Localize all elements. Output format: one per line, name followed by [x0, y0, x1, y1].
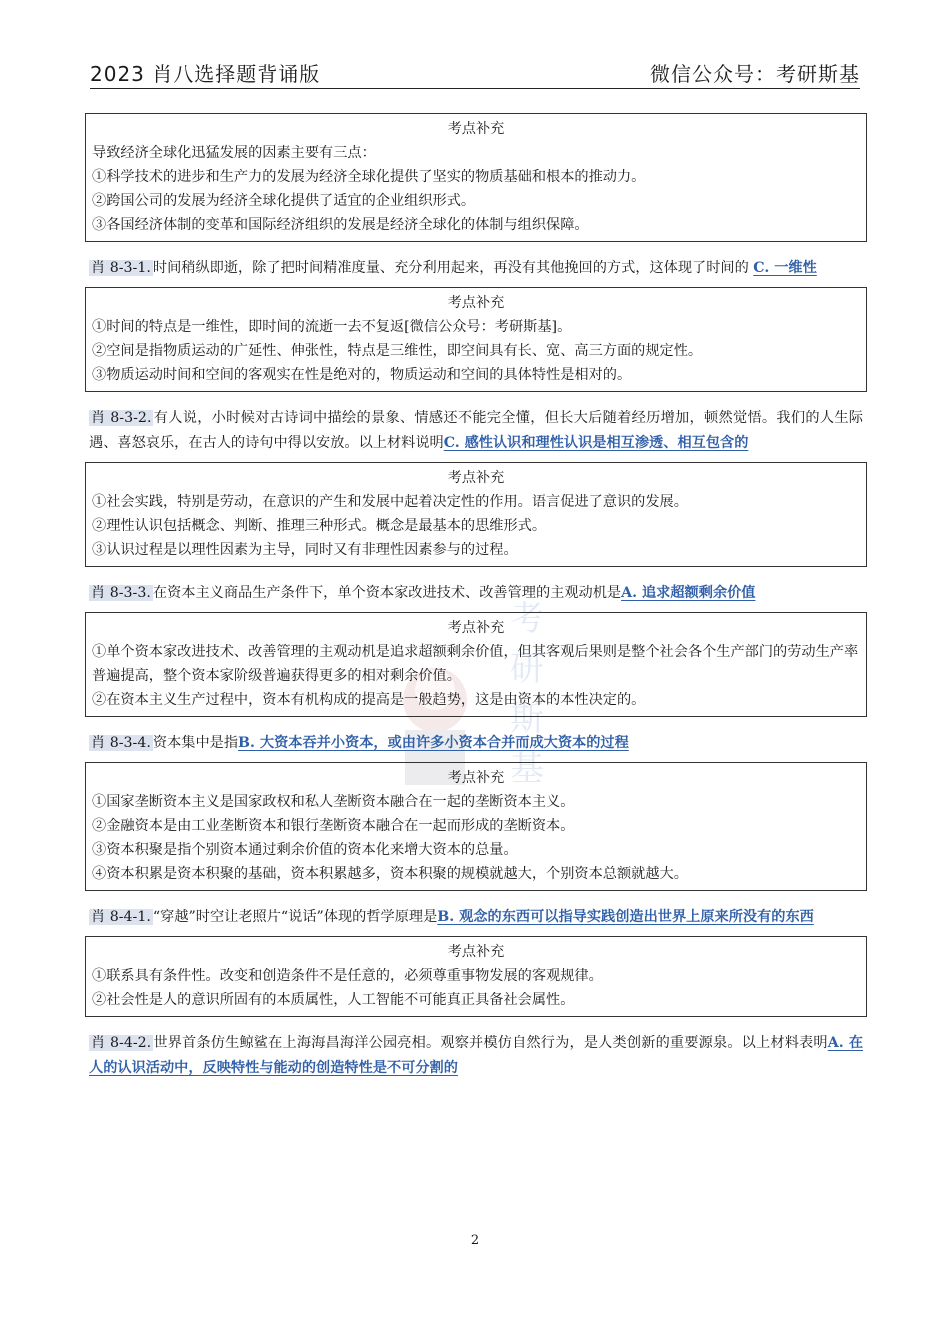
box-line: ②金融资本是由工业垄断资本和银行垄断资本融合在一起而形成的垄断资本。 [92, 818, 575, 834]
box-line: 导致经济全球化迅猛发展的因素主要有三点： [92, 145, 376, 161]
question-text: 有人说，小时候对古诗词中描绘的景象、情感还不能完全懂，但长大后随着经历增加，顿然觉悟。我们的人生际遇、喜怒哀乐，在古人的诗句中得以安放。以上材料说明 [89, 410, 863, 451]
box-line: ③物质运动时间和空间的客观实在性是绝对的，物质运动和空间的具体特性是相对的。 [92, 367, 632, 383]
watermark-char: 斯 [510, 699, 544, 739]
box-line: ②理性认识包括概念、判断、推理三种形式。概念是最基本的思维形式。 [92, 518, 547, 534]
question-answer: B. 大资本吞并小资本，或由许多小资本合并而成大资本的过程 [238, 735, 629, 751]
supplement-box [85, 762, 867, 891]
question-id: 肖 8-3-3. [91, 585, 151, 601]
supplement-box [85, 287, 867, 392]
question [85, 406, 867, 456]
supplement-box [85, 936, 867, 1017]
supplement-box [85, 612, 867, 717]
box-line: ①单个资本家改进技术、改善管理的主观动机是追求超额剩余价值，但其客观后果则是整个社会各个生产部门的劳动生产率普遍提高，整个资本家阶级普遍获得更多的相对剩余价值。 [92, 644, 859, 684]
box-title: 考点补充 [447, 620, 505, 636]
question-text: 世界首条仿生鲸鲨在上海海昌海洋公园亮相。观察并模仿自然行为，是人类创新的重要源泉。以上材料表明 [153, 1035, 828, 1051]
box-title: 考点补充 [447, 944, 505, 960]
page-content [85, 113, 867, 1087]
question-id: 肖 8-3-1. [91, 260, 151, 276]
box-line: ①社会实践，特别是劳动，在意识的产生和发展中起着决定性的作用。语言促进了意识的发展。 [92, 494, 688, 510]
question [85, 905, 867, 930]
question [85, 1031, 867, 1081]
box-line: ②在资本主义生产过程中，资本有机构成的提高是一般趋势，这是由资本的本性决定的。 [92, 692, 646, 708]
box-title: 考点补充 [447, 770, 505, 786]
question-answer: C. 感性认识和理性认识是相互渗透、相互包含的 [443, 435, 749, 451]
question-text: 时间稍纵即逝，除了把时间精准度量、充分利用起来，再没有其他挽回的方式，这体现了时间的 [152, 260, 749, 276]
question [85, 256, 867, 281]
box-line: ②社会性是人的意识所固有的本质属性，人工智能不可能真正具备社会属性。 [92, 992, 575, 1008]
box-line: ④资本积累是资本积聚的基础，资本积累越多，资本积聚的规模就越大，个别资本总额就越大。 [92, 866, 688, 882]
supplement-box [85, 462, 867, 567]
watermark-char: 研 [510, 649, 544, 689]
header-wechat-account: 微信公众号：考研斯基 [650, 62, 860, 86]
question [85, 731, 867, 756]
question-answer: B. 观念的东西可以指导实践创造出世界上原来所没有的东西 [437, 909, 814, 925]
box-line: ③资本积聚是指个别资本通过剩余价值的资本化来增大资本的总量。 [92, 842, 518, 858]
watermark-char: 基 [510, 749, 544, 789]
box-line: ①国家垄断资本主义是国家政权和私人垄断资本融合在一起的垄断资本主义。 [92, 794, 575, 810]
question [85, 581, 867, 606]
question-id: 肖 8-3-2. [91, 410, 152, 426]
page-number: 2 [470, 1233, 480, 1248]
question-text: “穿越”时空让老照片“说话”体现的哲学原理是 [152, 909, 438, 925]
box-title: 考点补充 [447, 470, 505, 486]
box-line: ②跨国公司的发展为经济全球化提供了适宜的企业组织形式。 [92, 193, 476, 209]
box-title: 考点补充 [447, 295, 505, 311]
box-line: ③认识过程是以理性因素为主导，同时又有非理性因素参与的过程。 [92, 542, 518, 558]
box-line: ③各国经济体制的变革和国际经济组织的发展是经济全球化的体制与组织保障。 [92, 217, 589, 233]
watermark-char: 考 [510, 599, 544, 639]
supplement-box [85, 113, 867, 242]
question-answer: A. 追求超额剩余价值 [621, 585, 756, 601]
question-id: 肖 8-4-2. [91, 1035, 152, 1051]
question-text: 在资本主义商品生产条件下，单个资本家改进技术、改善管理的主观动机是 [152, 585, 622, 601]
header-title: 2023 肖八选择题背诵版 [90, 62, 321, 86]
question-answer: A. 在人的认识活动中，反映特性与能动的创造特性是不可分割的 [89, 1035, 864, 1076]
question-id: 肖 8-4-1. [91, 909, 151, 925]
box-title: 考点补充 [447, 121, 505, 137]
box-line: ①时间的特点是一维性，即时间的流逝一去不复返[微信公众号：考研斯基]。 [92, 319, 572, 335]
box-line: ①科学技术的进步和生产力的发展为经济全球化提供了坚实的物质基础和根本的推动力。 [92, 169, 646, 185]
question-answer: C. 一维性 [753, 260, 817, 276]
question-id: 肖 8-3-4. [91, 735, 151, 751]
page-header [90, 56, 860, 89]
box-line: ②空间是指物质运动的广延性、伸张性，特点是三维性，即空间具有长、宽、高三方面的规定性。 [92, 343, 703, 359]
question-text: 资本集中是指 [152, 735, 239, 751]
box-line: ①联系具有条件性。改变和创造条件不是任意的，必须尊重事物发展的客观规律。 [92, 968, 603, 984]
